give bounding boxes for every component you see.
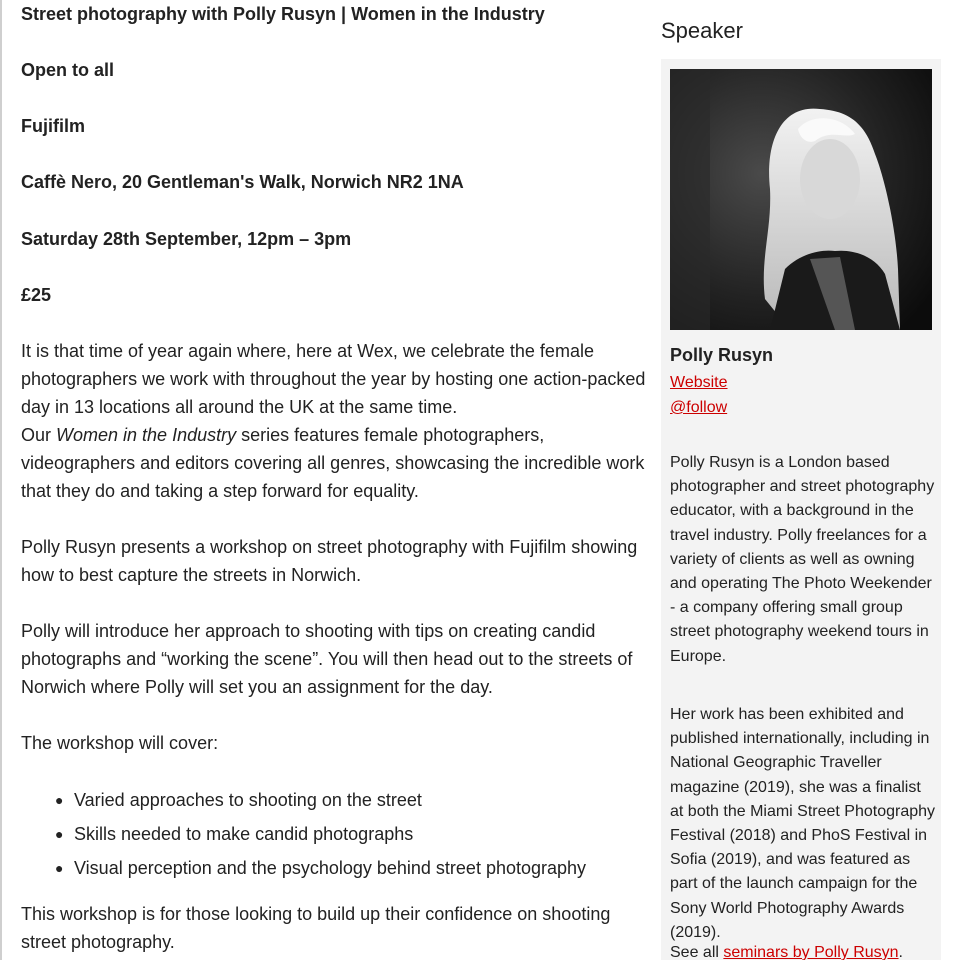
workshop-topics-list bbox=[21, 783, 694, 885]
event-venue: Caffè Nero, 20 Gentleman's Walk, Norwich NR2 1NA bbox=[21, 172, 464, 192]
list-item-text: Varied approaches to shooting on the street bbox=[74, 790, 422, 810]
event-title: Street photography with Polly Rusyn | Women in the Industry bbox=[21, 4, 545, 24]
intro-paragraph bbox=[21, 337, 646, 505]
follow-link[interactable]: @follow bbox=[670, 399, 728, 416]
workshop-description: Polly will introduce her approach to shooting with tips on creating candid photographs and “working the scene”. You will then head out to the streets of Norwich where Polly will set you an assignment for the day. bbox=[21, 621, 633, 697]
workshop-cover-heading: The workshop will cover: bbox=[21, 733, 219, 753]
speaker-bio-achievements: Her work has been exhibited and published internationally, including in National Geographic Traveller magazine (2019), she was a finalist at both the Miami Street Photography Festival (2018) and PhoS Festival in Sofia (2019), and was featured as part of the launch campaign for the Sony World Photography Awards (2019). bbox=[670, 706, 936, 941]
event-sponsor: Fujifilm bbox=[21, 116, 85, 136]
speaker-card bbox=[661, 59, 941, 960]
bullet-icon: ● bbox=[55, 792, 64, 808]
speaker-bio: Polly Rusyn is a London based photographer and street photography educator, with a background in the travel industry. Polly freelances for a variety of clients as well as owning and operating The Photo Weekender - a company offering small group street photography weekend tours in Europe. bbox=[670, 454, 935, 665]
bullet-icon: ● bbox=[55, 860, 64, 876]
event-price: £25 bbox=[21, 285, 52, 305]
see-all-suffix: . bbox=[898, 944, 903, 960]
list-item-text: Skills needed to make candid photographs bbox=[74, 824, 414, 844]
seminars-link[interactable]: seminars by Polly Rusyn bbox=[723, 944, 899, 960]
event-datetime: Saturday 28th September, 12pm – 3pm bbox=[21, 229, 352, 249]
speaker-name: Polly Rusyn bbox=[670, 345, 774, 365]
list-item-text: Visual perception and the psychology behind street photography bbox=[74, 858, 587, 878]
event-access: Open to all bbox=[21, 60, 115, 80]
intro-rest: series features female photographers, videographers and editors covering all genres, showcasing the incredible work that they do and taking a step forward for equality. bbox=[21, 425, 645, 501]
sidebar-heading: Speaker bbox=[661, 18, 743, 43]
left-border bbox=[0, 0, 2, 960]
bullet-icon: ● bbox=[55, 826, 64, 842]
workshop-audience: This workshop is for those looking to build up their confidence on shooting street photography. bbox=[21, 904, 611, 952]
intro-our: Our bbox=[21, 425, 57, 445]
website-link[interactable]: Website bbox=[670, 374, 728, 391]
intro-line: It is that time of year again where, here at Wex, we celebrate the female photographers we work with throughout the year by hosting one action-packed day in 13 locations all around the UK at the same time. bbox=[21, 341, 646, 417]
list-item bbox=[55, 817, 694, 851]
speaker-photo bbox=[670, 69, 932, 330]
list-item bbox=[55, 851, 694, 885]
see-all-seminars bbox=[670, 941, 903, 960]
see-all-prefix: See all bbox=[670, 944, 724, 960]
list-item bbox=[55, 783, 694, 817]
series-name: Women in the Industry bbox=[56, 425, 237, 445]
workshop-summary: Polly Rusyn presents a workshop on street photography with Fujifilm showing how to best capture the streets in Norwich. bbox=[21, 537, 638, 585]
